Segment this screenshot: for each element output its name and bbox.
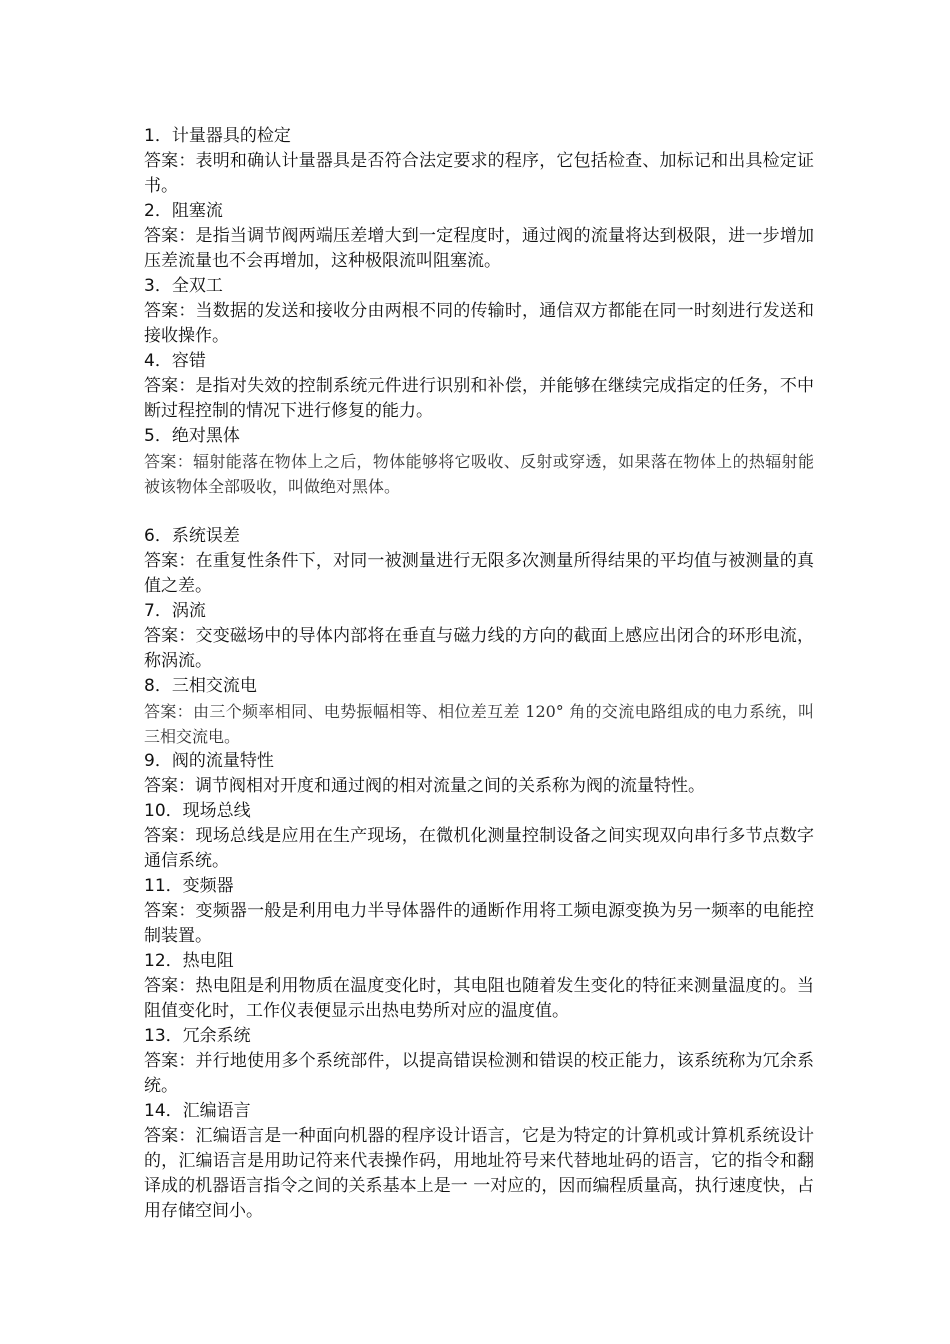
entry-7 [144, 599, 814, 674]
answer-text: 答案：汇编语言是一种面向机器的程序设计语言，它是为特定的计算机或计算机系统设计的，汇编语言是用助记符来代表操作码，用地址符号来代替地址码的语言，它的指令和翻译成的机器语言指令之间的关系基本上是一 一对应的，因而编程质量高，执行速度快，占用存储空间小。 [144, 1126, 814, 1221]
term-title: 10．现场总线 [144, 801, 251, 821]
entry-5 [144, 424, 814, 499]
answer-text: 答案：热电阻是利用物质在温度变化时，其电阻也随着发生变化的特征来测量温度的。当阻值变化时，工作仪表便显示出热电势所对应的温度值。 [144, 976, 814, 1021]
entry-1 [144, 124, 814, 199]
entry-4 [144, 349, 814, 424]
entry-13 [144, 1024, 814, 1099]
entry-9 [144, 749, 814, 799]
answer-text: 答案：现场总线是应用在生产现场，在微机化测量控制设备之间实现双向串行多节点数字通信系统。 [144, 826, 814, 871]
answer-text: 答案：调节阀相对开度和通过阀的相对流量之间的关系称为阀的流量特性。 [144, 776, 705, 796]
term-title: 2．阻塞流 [144, 201, 223, 221]
entry-14 [144, 1099, 814, 1224]
answer-text: 答案：当数据的发送和接收分由两根不同的传输时，通信双方都能在同一时刻进行发送和接收操作。 [144, 301, 814, 346]
term-title: 5．绝对黑体 [144, 426, 240, 446]
entry-8 [144, 674, 814, 749]
answer-text: 答案：交变磁场中的导体内部将在垂直与磁力线的方向的截面上感应出闭合的环形电流，称涡流。 [144, 626, 814, 671]
answer-text: 答案：是指当调节阀两端压差增大到一定程度时，通过阀的流量将达到极限，进一步增加压差流量也不会再增加，这种极限流叫阻塞流。 [144, 226, 814, 271]
term-title: 1．计量器具的检定 [144, 126, 291, 146]
answer-text: 答案：表明和确认计量器具是否符合法定要求的程序，它包括检查、加标记和出具检定证书。 [144, 151, 814, 196]
term-title: 4．容错 [144, 351, 206, 371]
entry-12 [144, 949, 814, 1024]
term-title: 11．变频器 [144, 876, 234, 896]
answer-text: 答案：由三个频率相同、电势振幅相等、相位差互差 120° 角的交流电路组成的电力系统，叫三相交流电。 [144, 702, 814, 746]
answer-text: 答案：并行地使用多个系统部件，以提高错误检测和错误的校正能力，该系统称为冗余系统。 [144, 1051, 814, 1096]
answer-text: 答案：变频器一般是利用电力半导体器件的通断作用将工频电源变换为另一频率的电能控制装置。 [144, 901, 814, 946]
entry-10 [144, 799, 814, 874]
entry-3 [144, 274, 814, 349]
term-title: 8．三相交流电 [144, 676, 257, 696]
term-title: 7．涡流 [144, 601, 206, 621]
blank-line [144, 499, 814, 524]
answer-text: 答案：辐射能落在物体上之后，物体能够将它吸收、反射或穿透，如果落在物体上的热辐射能被该物体全部吸收，叫做绝对黑体。 [144, 452, 814, 496]
entry-6 [144, 524, 814, 599]
term-title: 3．全双工 [144, 276, 223, 296]
term-title: 6．系统误差 [144, 526, 240, 546]
entry-2 [144, 199, 814, 274]
entry-11 [144, 874, 814, 949]
term-title: 9．阀的流量特性 [144, 751, 274, 771]
term-title: 12．热电阻 [144, 951, 234, 971]
answer-text: 答案：在重复性条件下，对同一被测量进行无限多次测量所得结果的平均值与被测量的真值之差。 [144, 551, 814, 596]
term-title: 13．冗余系统 [144, 1026, 251, 1046]
document-page [144, 124, 814, 1224]
term-title: 14．汇编语言 [144, 1101, 251, 1121]
answer-text: 答案：是指对失效的控制系统元件进行识别和补偿，并能够在继续完成指定的任务，不中断过程控制的情况下进行修复的能力。 [144, 376, 814, 421]
